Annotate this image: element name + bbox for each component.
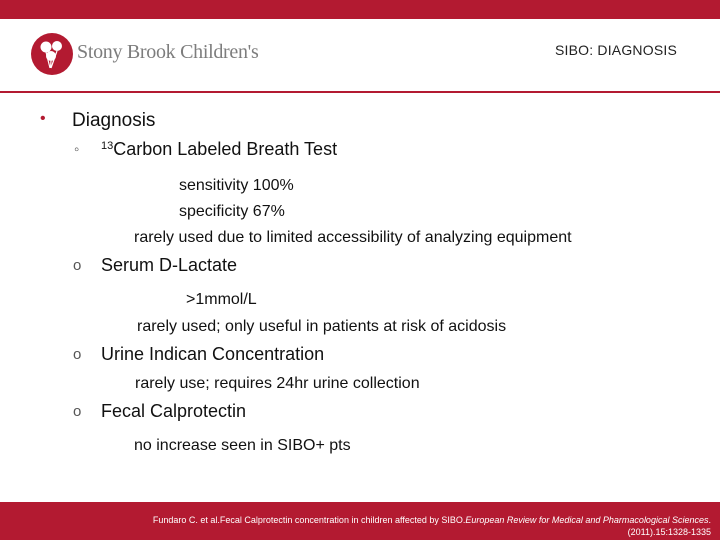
- citation: [101, 514, 711, 538]
- d-lactate-label: Serum D-Lactate: [101, 255, 238, 275]
- slide-title: SIBO: DIAGNOSIS: [554, 42, 677, 58]
- breath-test-sensitivity: sensitivity 100%: [179, 177, 294, 194]
- citation-details: .(2011).15:1328-1335: [627, 515, 711, 537]
- breath-test-label: Carbon Labeled Breath Test: [113, 139, 338, 159]
- bullet-icon: •: [40, 110, 46, 127]
- indican-label: Urine Indican Concentration: [101, 344, 325, 364]
- logo-text: Stony Brook Children's: [77, 41, 259, 63]
- stony-brook-childrens-logo: [30, 32, 270, 76]
- sub-bullet-icon: ◦: [74, 141, 80, 158]
- footer-bar: [0, 502, 720, 540]
- isotope-superscript: 13: [101, 140, 114, 152]
- calprotectin-label: Fecal Calprotectin: [101, 401, 247, 421]
- citation-authors: Fundaro C. et al.Fecal Calprotectin concentration in children affected by SIBO.: [152, 515, 466, 525]
- balloons-logo-icon: [30, 32, 74, 76]
- citation-journal: European Review for Medical and Pharmacological Sciences: [465, 515, 709, 525]
- sub-bullet-icon: o: [73, 403, 82, 420]
- calprotectin-note: no increase seen in SIBO+ pts: [134, 437, 351, 454]
- indican-note: rarely use; requires 24hr urine collection: [135, 375, 420, 392]
- sub-bullet-icon: o: [73, 346, 82, 363]
- header-divider: [0, 91, 720, 93]
- breath-test-note: rarely used due to limited accessibility of analyzing equipment: [134, 229, 572, 246]
- top-accent-bar: [0, 0, 720, 19]
- d-lactate-note: rarely used; only useful in patients at risk of acidosis: [137, 318, 507, 335]
- d-lactate-threshold: >1mmol/L: [186, 291, 257, 308]
- breath-test-specificity: specificity 67%: [179, 203, 285, 220]
- breath-test-item: [101, 139, 337, 160]
- sub-bullet-icon: o: [73, 257, 82, 274]
- diagnosis-heading: Diagnosis: [72, 110, 156, 131]
